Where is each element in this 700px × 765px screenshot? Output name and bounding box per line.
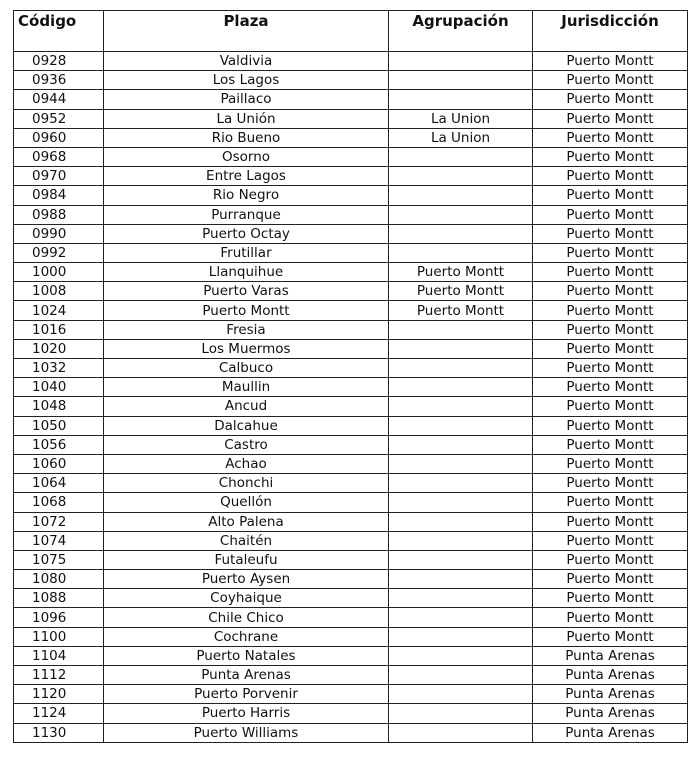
- cell-codigo: 1072: [14, 512, 104, 531]
- cell-codigo: 1024: [14, 301, 104, 320]
- cell-plaza: Punta Arenas: [104, 666, 389, 685]
- table-body: [14, 52, 688, 743]
- cell-agrupacion: [389, 723, 533, 742]
- cell-jurisdiccion: Punta Arenas: [533, 666, 688, 685]
- cell-agrupacion: [389, 359, 533, 378]
- cell-plaza: Puerto Aysen: [104, 570, 389, 589]
- table-row: [14, 186, 688, 205]
- cell-agrupacion: [389, 378, 533, 397]
- cell-plaza: Rio Bueno: [104, 128, 389, 147]
- table-row: [14, 359, 688, 378]
- cell-plaza: Calbuco: [104, 359, 389, 378]
- cell-plaza: La Unión: [104, 109, 389, 128]
- cell-plaza: Dalcahue: [104, 416, 389, 435]
- cell-codigo: 1016: [14, 320, 104, 339]
- cell-jurisdiccion: Puerto Montt: [533, 550, 688, 569]
- cell-codigo: 0928: [14, 52, 104, 71]
- cell-codigo: 1096: [14, 608, 104, 627]
- cell-agrupacion: [389, 454, 533, 473]
- cell-jurisdiccion: Puerto Montt: [533, 301, 688, 320]
- cell-plaza: Coyhaique: [104, 589, 389, 608]
- cell-jurisdiccion: Puerto Montt: [533, 52, 688, 71]
- cell-agrupacion: [389, 685, 533, 704]
- cell-plaza: Cochrane: [104, 627, 389, 646]
- table-row: [14, 378, 688, 397]
- cell-agrupacion: [389, 531, 533, 550]
- cell-jurisdiccion: Punta Arenas: [533, 685, 688, 704]
- cell-codigo: 1020: [14, 339, 104, 358]
- table-row: [14, 52, 688, 71]
- cell-jurisdiccion: Puerto Montt: [533, 474, 688, 493]
- cell-codigo: 0990: [14, 224, 104, 243]
- cell-agrupacion: [389, 320, 533, 339]
- header-plaza: Plaza: [104, 11, 389, 52]
- cell-agrupacion: [389, 474, 533, 493]
- cell-codigo: 0988: [14, 205, 104, 224]
- cell-plaza: Valdivia: [104, 52, 389, 71]
- cell-plaza: Llanquihue: [104, 263, 389, 282]
- table-row: [14, 627, 688, 646]
- cell-plaza: Paillaco: [104, 90, 389, 109]
- cell-codigo: 1112: [14, 666, 104, 685]
- cell-agrupacion: [389, 186, 533, 205]
- cell-jurisdiccion: Puerto Montt: [533, 243, 688, 262]
- cell-codigo: 1068: [14, 493, 104, 512]
- cell-plaza: Chile Chico: [104, 608, 389, 627]
- cell-codigo: 1088: [14, 589, 104, 608]
- cell-codigo: 1032: [14, 359, 104, 378]
- cell-jurisdiccion: Puerto Montt: [533, 608, 688, 627]
- cell-codigo: 1064: [14, 474, 104, 493]
- cell-codigo: 1080: [14, 570, 104, 589]
- table-row: [14, 512, 688, 531]
- table-row: [14, 435, 688, 454]
- table-row: [14, 167, 688, 186]
- table-row: [14, 474, 688, 493]
- table-row: [14, 723, 688, 742]
- table-row: [14, 147, 688, 166]
- cell-agrupacion: La Union: [389, 109, 533, 128]
- cell-agrupacion: [389, 435, 533, 454]
- table-row: [14, 320, 688, 339]
- cell-jurisdiccion: Puerto Montt: [533, 320, 688, 339]
- cell-agrupacion: [389, 243, 533, 262]
- cell-jurisdiccion: Puerto Montt: [533, 454, 688, 473]
- cell-jurisdiccion: Puerto Montt: [533, 435, 688, 454]
- cell-plaza: Chaitén: [104, 531, 389, 550]
- cell-plaza: Puerto Montt: [104, 301, 389, 320]
- cell-agrupacion: [389, 704, 533, 723]
- table-row: [14, 646, 688, 665]
- cell-agrupacion: [389, 167, 533, 186]
- cell-agrupacion: [389, 570, 533, 589]
- cell-jurisdiccion: Puerto Montt: [533, 339, 688, 358]
- header-codigo: Código: [14, 11, 104, 52]
- cell-codigo: 1060: [14, 454, 104, 473]
- cell-jurisdiccion: Puerto Montt: [533, 167, 688, 186]
- cell-plaza: Maullin: [104, 378, 389, 397]
- cell-agrupacion: Puerto Montt: [389, 301, 533, 320]
- table-row: [14, 243, 688, 262]
- cell-jurisdiccion: Puerto Montt: [533, 493, 688, 512]
- cell-agrupacion: [389, 627, 533, 646]
- table-row: [14, 493, 688, 512]
- table-row: [14, 550, 688, 569]
- cell-plaza: Osorno: [104, 147, 389, 166]
- cell-plaza: Achao: [104, 454, 389, 473]
- cell-agrupacion: [389, 147, 533, 166]
- table-row: [14, 71, 688, 90]
- cell-agrupacion: [389, 493, 533, 512]
- table-row: [14, 282, 688, 301]
- table-row: [14, 109, 688, 128]
- cell-jurisdiccion: Puerto Montt: [533, 416, 688, 435]
- cell-codigo: 1056: [14, 435, 104, 454]
- table-row: [14, 454, 688, 473]
- cell-agrupacion: [389, 512, 533, 531]
- cell-codigo: 1075: [14, 550, 104, 569]
- cell-jurisdiccion: Puerto Montt: [533, 512, 688, 531]
- cell-plaza: Purranque: [104, 205, 389, 224]
- cell-plaza: Puerto Porvenir: [104, 685, 389, 704]
- cell-codigo: 1104: [14, 646, 104, 665]
- table-row: [14, 90, 688, 109]
- cell-plaza: Chonchi: [104, 474, 389, 493]
- cell-codigo: 0944: [14, 90, 104, 109]
- cell-codigo: 0960: [14, 128, 104, 147]
- cell-codigo: 1074: [14, 531, 104, 550]
- cell-agrupacion: [389, 666, 533, 685]
- cell-plaza: Rio Negro: [104, 186, 389, 205]
- cell-plaza: Los Muermos: [104, 339, 389, 358]
- table-row: [14, 685, 688, 704]
- cell-plaza: Puerto Octay: [104, 224, 389, 243]
- cell-codigo: 1000: [14, 263, 104, 282]
- cell-jurisdiccion: Puerto Montt: [533, 109, 688, 128]
- plazas-table: [13, 10, 688, 743]
- cell-jurisdiccion: Puerto Montt: [533, 205, 688, 224]
- cell-jurisdiccion: Puerto Montt: [533, 359, 688, 378]
- cell-plaza: Quellón: [104, 493, 389, 512]
- cell-plaza: Alto Palena: [104, 512, 389, 531]
- header-row: [14, 11, 688, 52]
- cell-codigo: 1048: [14, 397, 104, 416]
- table-row: [14, 205, 688, 224]
- cell-jurisdiccion: Puerto Montt: [533, 90, 688, 109]
- cell-codigo: 1130: [14, 723, 104, 742]
- table-row: [14, 608, 688, 627]
- cell-codigo: 0970: [14, 167, 104, 186]
- table-row: [14, 531, 688, 550]
- cell-jurisdiccion: Punta Arenas: [533, 646, 688, 665]
- cell-agrupacion: [389, 224, 533, 243]
- cell-jurisdiccion: Puerto Montt: [533, 627, 688, 646]
- cell-plaza: Castro: [104, 435, 389, 454]
- table-row: [14, 301, 688, 320]
- cell-plaza: Puerto Varas: [104, 282, 389, 301]
- cell-agrupacion: [389, 205, 533, 224]
- table-row: [14, 704, 688, 723]
- cell-jurisdiccion: Puerto Montt: [533, 224, 688, 243]
- cell-agrupacion: [389, 646, 533, 665]
- table-row: [14, 397, 688, 416]
- header-jurisdiccion: Jurisdicción: [533, 11, 688, 52]
- cell-codigo: 1040: [14, 378, 104, 397]
- cell-codigo: 1100: [14, 627, 104, 646]
- cell-agrupacion: [389, 52, 533, 71]
- cell-jurisdiccion: Punta Arenas: [533, 723, 688, 742]
- table-row: [14, 263, 688, 282]
- cell-agrupacion: [389, 339, 533, 358]
- cell-agrupacion: [389, 608, 533, 627]
- table-row: [14, 570, 688, 589]
- cell-codigo: 1120: [14, 685, 104, 704]
- cell-agrupacion: [389, 416, 533, 435]
- cell-agrupacion: La Union: [389, 128, 533, 147]
- cell-jurisdiccion: Puerto Montt: [533, 147, 688, 166]
- cell-codigo: 0992: [14, 243, 104, 262]
- cell-jurisdiccion: Puerto Montt: [533, 531, 688, 550]
- cell-jurisdiccion: Puerto Montt: [533, 186, 688, 205]
- cell-jurisdiccion: Puerto Montt: [533, 397, 688, 416]
- table-row: [14, 666, 688, 685]
- cell-jurisdiccion: Puerto Montt: [533, 570, 688, 589]
- cell-agrupacion: [389, 550, 533, 569]
- cell-agrupacion: [389, 71, 533, 90]
- cell-jurisdiccion: Punta Arenas: [533, 704, 688, 723]
- cell-agrupacion: [389, 397, 533, 416]
- cell-jurisdiccion: Puerto Montt: [533, 378, 688, 397]
- cell-plaza: Fresia: [104, 320, 389, 339]
- cell-plaza: Futaleufu: [104, 550, 389, 569]
- cell-codigo: 0984: [14, 186, 104, 205]
- cell-agrupacion: [389, 589, 533, 608]
- cell-jurisdiccion: Puerto Montt: [533, 589, 688, 608]
- cell-plaza: Los Lagos: [104, 71, 389, 90]
- cell-agrupacion: [389, 90, 533, 109]
- cell-plaza: Puerto Harris: [104, 704, 389, 723]
- cell-codigo: 1008: [14, 282, 104, 301]
- cell-codigo: 0936: [14, 71, 104, 90]
- cell-jurisdiccion: Puerto Montt: [533, 282, 688, 301]
- cell-codigo: 1050: [14, 416, 104, 435]
- cell-jurisdiccion: Puerto Montt: [533, 71, 688, 90]
- cell-codigo: 0952: [14, 109, 104, 128]
- cell-plaza: Entre Lagos: [104, 167, 389, 186]
- table-row: [14, 416, 688, 435]
- cell-jurisdiccion: Puerto Montt: [533, 263, 688, 282]
- cell-plaza: Puerto Natales: [104, 646, 389, 665]
- cell-plaza: Puerto Williams: [104, 723, 389, 742]
- cell-codigo: 0968: [14, 147, 104, 166]
- cell-codigo: 1124: [14, 704, 104, 723]
- cell-plaza: Frutillar: [104, 243, 389, 262]
- cell-plaza: Ancud: [104, 397, 389, 416]
- table-row: [14, 339, 688, 358]
- cell-agrupacion: Puerto Montt: [389, 282, 533, 301]
- header-agrupacion: Agrupación: [389, 11, 533, 52]
- cell-jurisdiccion: Puerto Montt: [533, 128, 688, 147]
- table-row: [14, 589, 688, 608]
- table-row: [14, 128, 688, 147]
- cell-agrupacion: Puerto Montt: [389, 263, 533, 282]
- table-row: [14, 224, 688, 243]
